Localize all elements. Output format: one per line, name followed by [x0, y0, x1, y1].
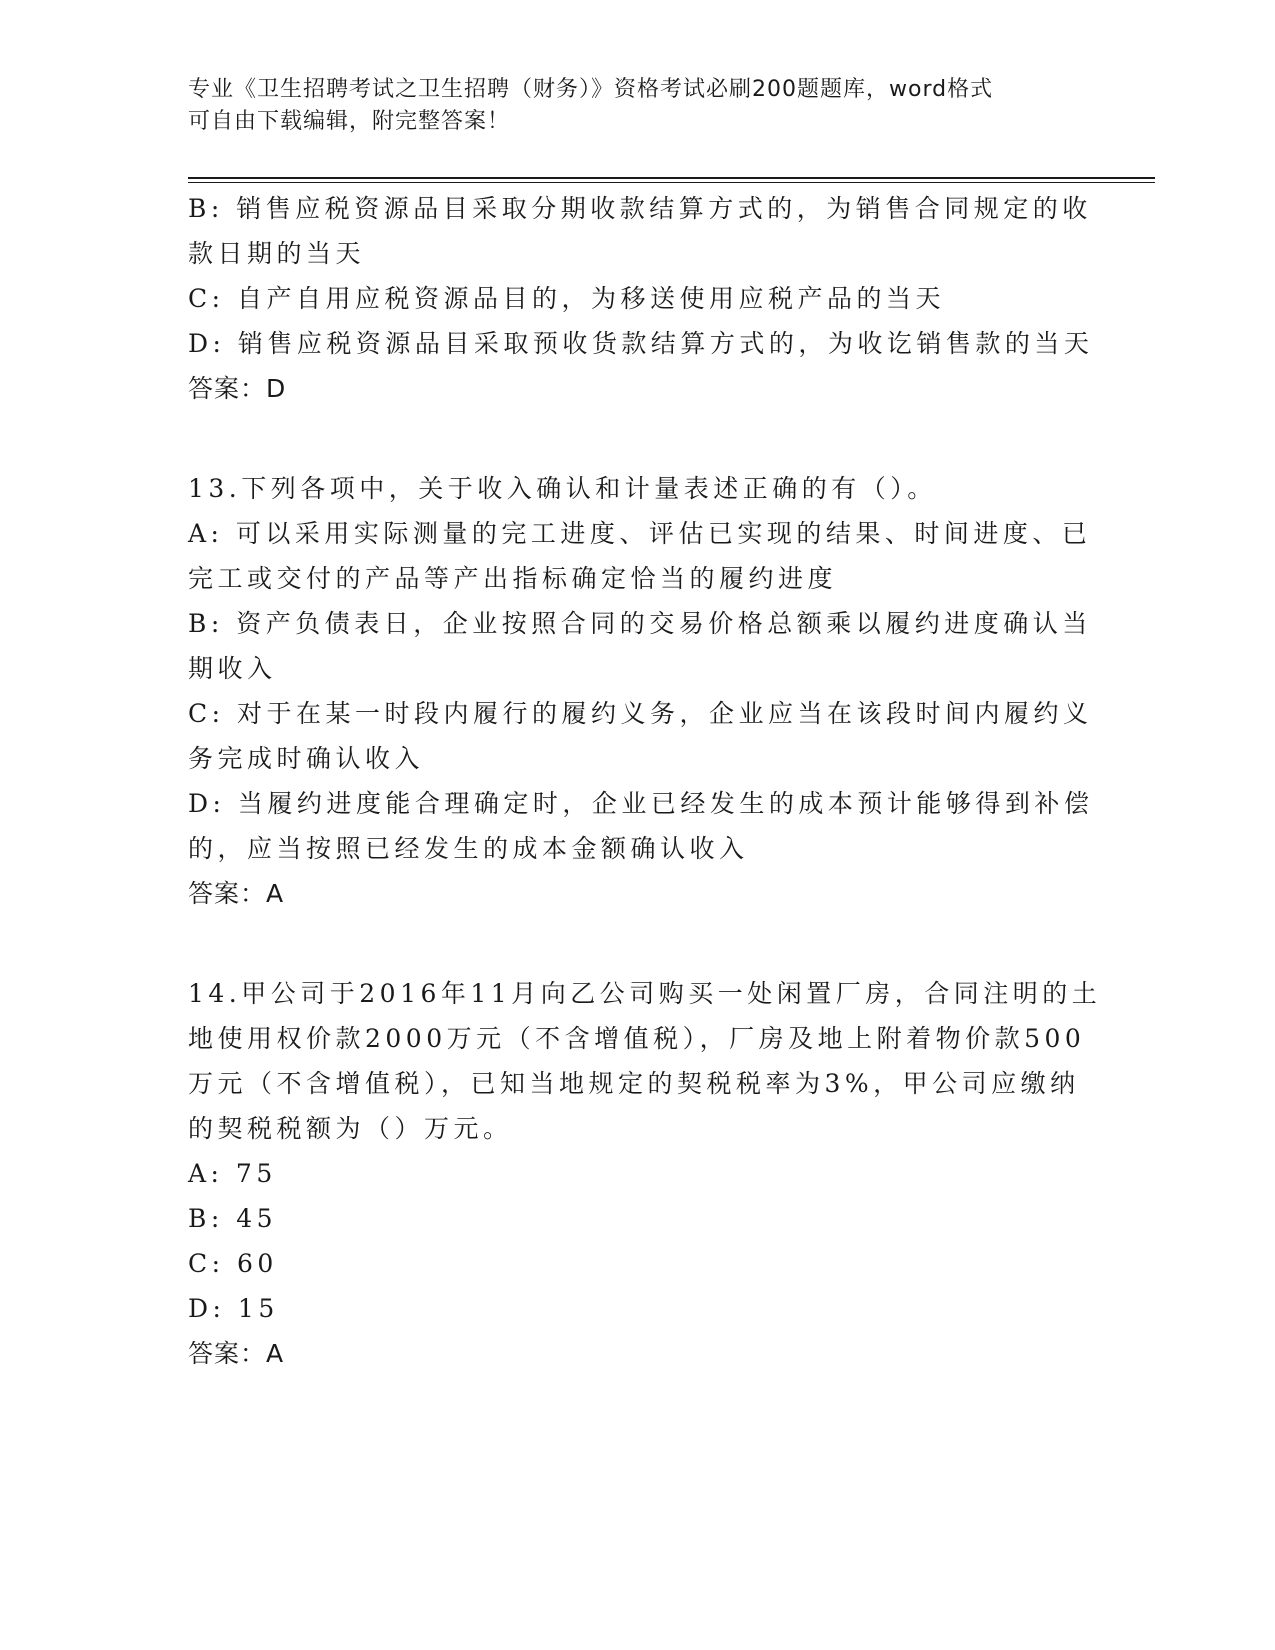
q14-option-d: D: 15: [188, 1294, 279, 1323]
q14-option-c: C: 60: [188, 1249, 278, 1278]
q12-option-b-line-1: B: 销售应税资源品目采取分期收款结算方式的，为销售合同规定的收: [188, 194, 1092, 223]
q12-answer: 答案：D: [188, 374, 287, 403]
q14-option-b: B: 45: [188, 1204, 278, 1233]
question-spacer: [188, 916, 1078, 971]
header-title-line-2: 可自由下载编辑，附完整答案！: [188, 109, 511, 134]
document-body: [188, 186, 1102, 1376]
q12-option-b-line-2: 款日期的当天: [188, 239, 366, 268]
q14-stem-line-3: 万元（不含增值税），已知当地规定的契税税率为3%，甲公司应缴纳: [188, 1069, 1080, 1098]
q14-option-a: A: 75: [188, 1159, 277, 1188]
question-spacer: [188, 411, 1078, 466]
q13-option-b-line-2: 期收入: [188, 654, 277, 683]
q13-option-d-line-2: 的，应当按照已经发生的成本金额确认收入: [188, 834, 749, 863]
q13-option-c-line-1: C: 对于在某一时段内履行的履约义务，企业应当在该段时间内履约义: [188, 699, 1093, 728]
question-12-continued: [188, 186, 1094, 411]
question-13: [188, 466, 1094, 916]
q13-option-c-line-2: 务完成时确认收入: [188, 744, 425, 773]
q13-answer: 答案：A: [188, 879, 285, 908]
q14-stem-line-1: 14.甲公司于2016年11月向乙公司购买一处闲置厂房，合同注明的土: [188, 979, 1102, 1008]
q14-stem-line-4: 的契税税额为（）万元。: [188, 1114, 513, 1143]
q13-option-d-line-1: D: 当履约进度能合理确定时，企业已经发生的成本预计能够得到补偿: [188, 789, 1094, 818]
q13-stem: 13.下列各项中，关于收入确认和计量表述正确的有（）。: [188, 474, 937, 503]
q14-stem-line-2: 地使用权价款2000万元（不含增值税），厂房及地上附着物价款500: [188, 1024, 1086, 1053]
q13-option-b-line-1: B: 资产负债表日，企业按照合同的交易价格总额乘以履约进度确认当: [188, 609, 1092, 638]
q12-option-d: D: 销售应税资源品目采取预收货款结算方式的，为收讫销售款的当天: [188, 329, 1094, 358]
q14-answer: 答案：A: [188, 1339, 285, 1368]
header-divider-thin: [188, 182, 1155, 183]
document-header: [188, 74, 1068, 138]
q12-option-c: C: 自产自用应税资源品目的，为移送使用应税产品的当天: [188, 284, 946, 313]
header-title-line-1: 专业《卫生招聘考试之卫生招聘（财务）》资格考试必刷200题题库，word格式: [188, 77, 994, 102]
q13-option-a-line-1: A: 可以采用实际测量的完工进度、评估已实现的结果、时间进度、已: [188, 519, 1092, 548]
question-14: [188, 971, 1102, 1376]
q13-option-a-line-2: 完工或交付的产品等产出指标确定恰当的履约进度: [188, 564, 838, 593]
header-divider-thick: [188, 177, 1155, 179]
